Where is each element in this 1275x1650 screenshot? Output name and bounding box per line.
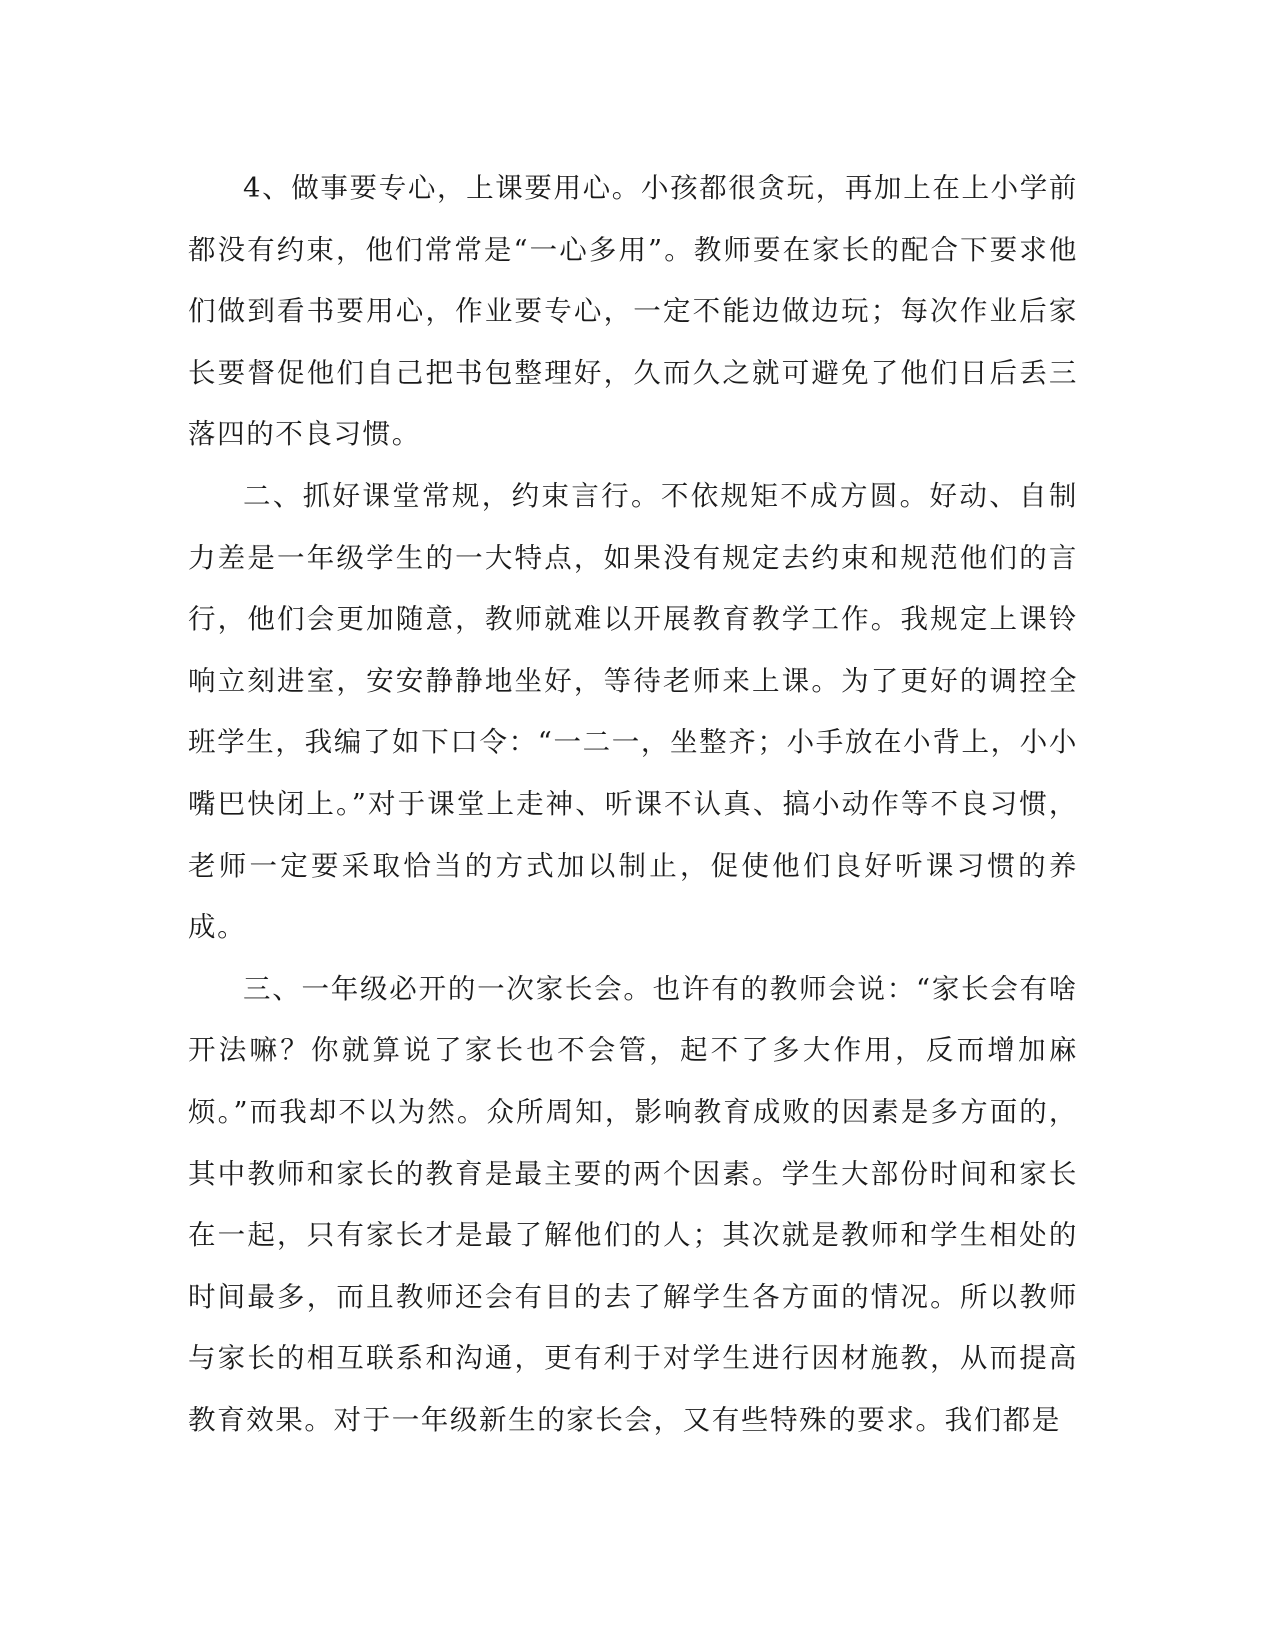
paragraph-parent-meeting: 三、一年级必开的一次家长会。也许有的教师会说：“家长会有啥开法嘛？你就算说了家长也不会管，起不了多大作用，反而增加麻烦。”而我却不以为然。众所周知，影响教育成败的因素是多方面的，其中教师和家长的教育是最主要的两个因素。学生大部份时间和家长在一起，只有家长才是最了解他们的人；其次就是教师和学生相处的时间最多，而且教师还会有目的去了解学生各方面的情况。所以教师与家长的相互联系和沟通，更有利于对学生进行因材施教，从而提高教育效果。对于一年级新生的家长会，又有些特殊的要求。我们都是 [188, 972, 1078, 1436]
paragraph-classroom-rules: 二、抓好课堂常规，约束言行。不依规矩不成方圆。好动、自制力差是一年级学生的一大特点，如果没有规定去约束和规范他们的言行，他们会更加随意，教师就难以开展教育教学工作。我规定上课铃响立刻进室，安安静静地坐好，等待老师来上课。为了更好的调控全班学生，我编了如下口令：“一二一，坐整齐；小手放在小背上，小小嘴巴快闭上。”对于课堂上走神、听课不认真、搞小动作等不良习惯，老师一定要采取恰当的方式加以制止，促使他们良好听课习惯的养成。 [188, 479, 1078, 944]
paragraph-habits: 4、做事要专心，上课要用心。小孩都很贪玩，再加上在上小学前都没有约束，他们常常是“一心多用”。教师要在家长的配合下要求他们做到看书要用心，作业要专心，一定不能边做边玩；每次作业后家长要督促他们自己把书包整理好，久而久之就可避免了他们日后丢三落四的不良习惯。 [188, 172, 1078, 451]
document-body [188, 158, 1078, 1451]
